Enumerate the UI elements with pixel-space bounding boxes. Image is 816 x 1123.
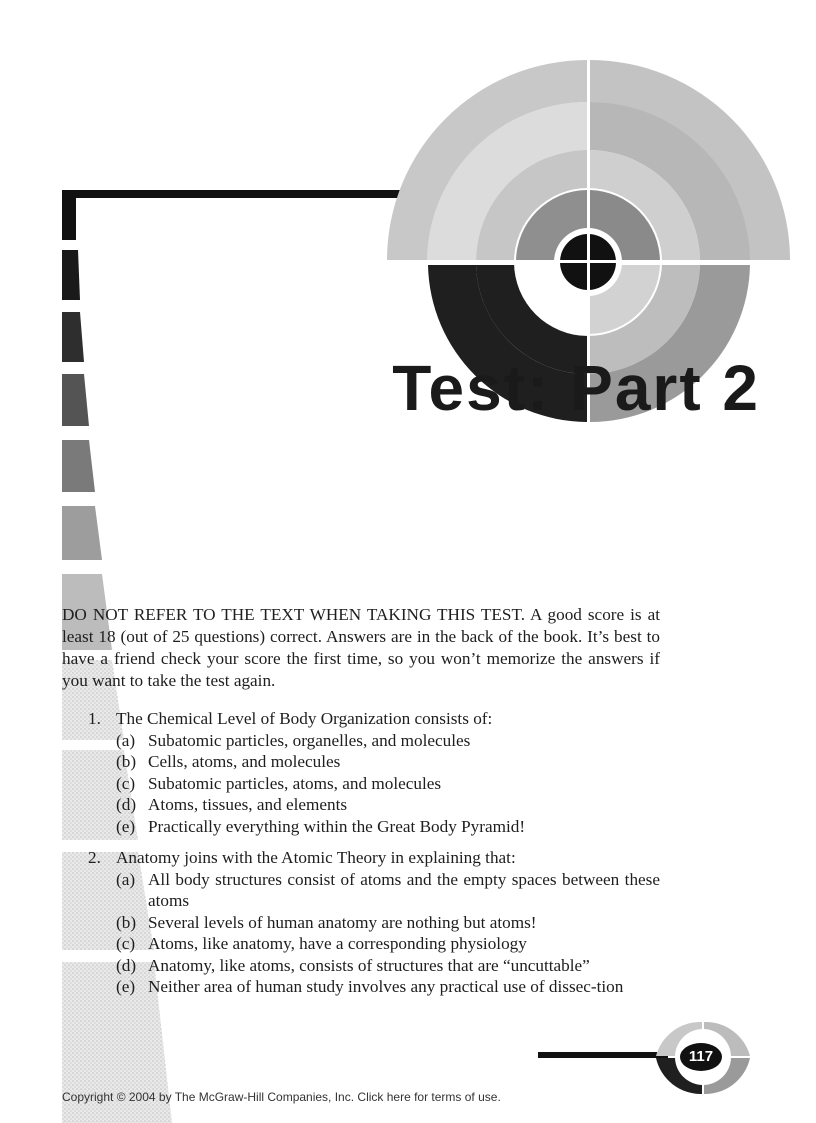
page-number: 117 — [688, 1048, 714, 1065]
choice-letter: (b) — [116, 752, 137, 771]
choice-text: All body structures consist of atoms and the empty spaces between these atoms — [148, 869, 660, 910]
choice-letter: (c) — [116, 773, 136, 793]
question-list — [88, 708, 660, 1008]
choice-text: Cells, atoms, and molecules — [148, 752, 341, 771]
question-1 — [88, 708, 660, 837]
choice-text: Atoms, tissues, and elements — [148, 795, 348, 814]
choice-text: Subatomic particles, organelles, and molecules — [148, 730, 471, 750]
choice-1b — [116, 751, 660, 773]
page-title: Test: Part 2 — [392, 352, 760, 424]
question-number: 2. — [88, 848, 101, 867]
choice-letter: (d) — [116, 795, 137, 814]
header-bar — [62, 190, 432, 198]
question-number: 1. — [88, 709, 101, 728]
choice-letter: (a) — [116, 869, 136, 889]
choice-letter: (c) — [116, 934, 136, 953]
choice-2d — [116, 955, 660, 977]
choice-2c — [116, 933, 660, 955]
choice-text: Neither area of human study involves any practical use of dissec-tion — [148, 977, 624, 996]
choice-text: Atoms, like anatomy, have a corresponding physiology — [148, 934, 527, 953]
choice-letter: (e) — [116, 816, 136, 836]
choice-1d — [116, 794, 660, 816]
choice-letter: (b) — [116, 912, 137, 932]
choice-text: Several levels of human anatomy are nothing but atoms! — [148, 912, 537, 932]
choice-letter: (d) — [116, 955, 137, 975]
choice-text: Subatomic particles, atoms, and molecules — [148, 773, 442, 793]
choice-2a — [116, 869, 660, 912]
choice-1c — [116, 773, 660, 795]
choice-text: Anatomy, like atoms, consists of structures that are “uncuttable” — [148, 955, 590, 975]
choice-1e — [116, 816, 660, 838]
choice-letter: (e) — [116, 977, 136, 996]
question-text: Anatomy joins with the Atomic Theory in explaining that: — [116, 848, 516, 867]
choice-2e — [116, 976, 660, 998]
test-instructions: DO NOT REFER TO THE TEXT WHEN TAKING THIS TEST. A good score is at least 18 (out of 25 questions) correct. Answers are in the back of the book. It’s best to have a friend check your score the first time, so you won’t memorize the answers if you want to take the test again. — [62, 605, 660, 690]
copyright-link[interactable]: Copyright © 2004 by The McGraw-Hill Companies, Inc. Click here for terms of use. — [62, 1090, 501, 1104]
choice-letter: (a) — [116, 730, 136, 750]
answer-choices — [116, 730, 660, 838]
question-2 — [88, 847, 660, 998]
choice-text: Practically everything within the Great Body Pyramid! — [148, 816, 526, 836]
question-text: The Chemical Level of Body Organization consists of: — [116, 709, 493, 728]
answer-choices — [116, 869, 660, 998]
choice-1a — [116, 730, 660, 752]
choice-2b — [116, 912, 660, 934]
